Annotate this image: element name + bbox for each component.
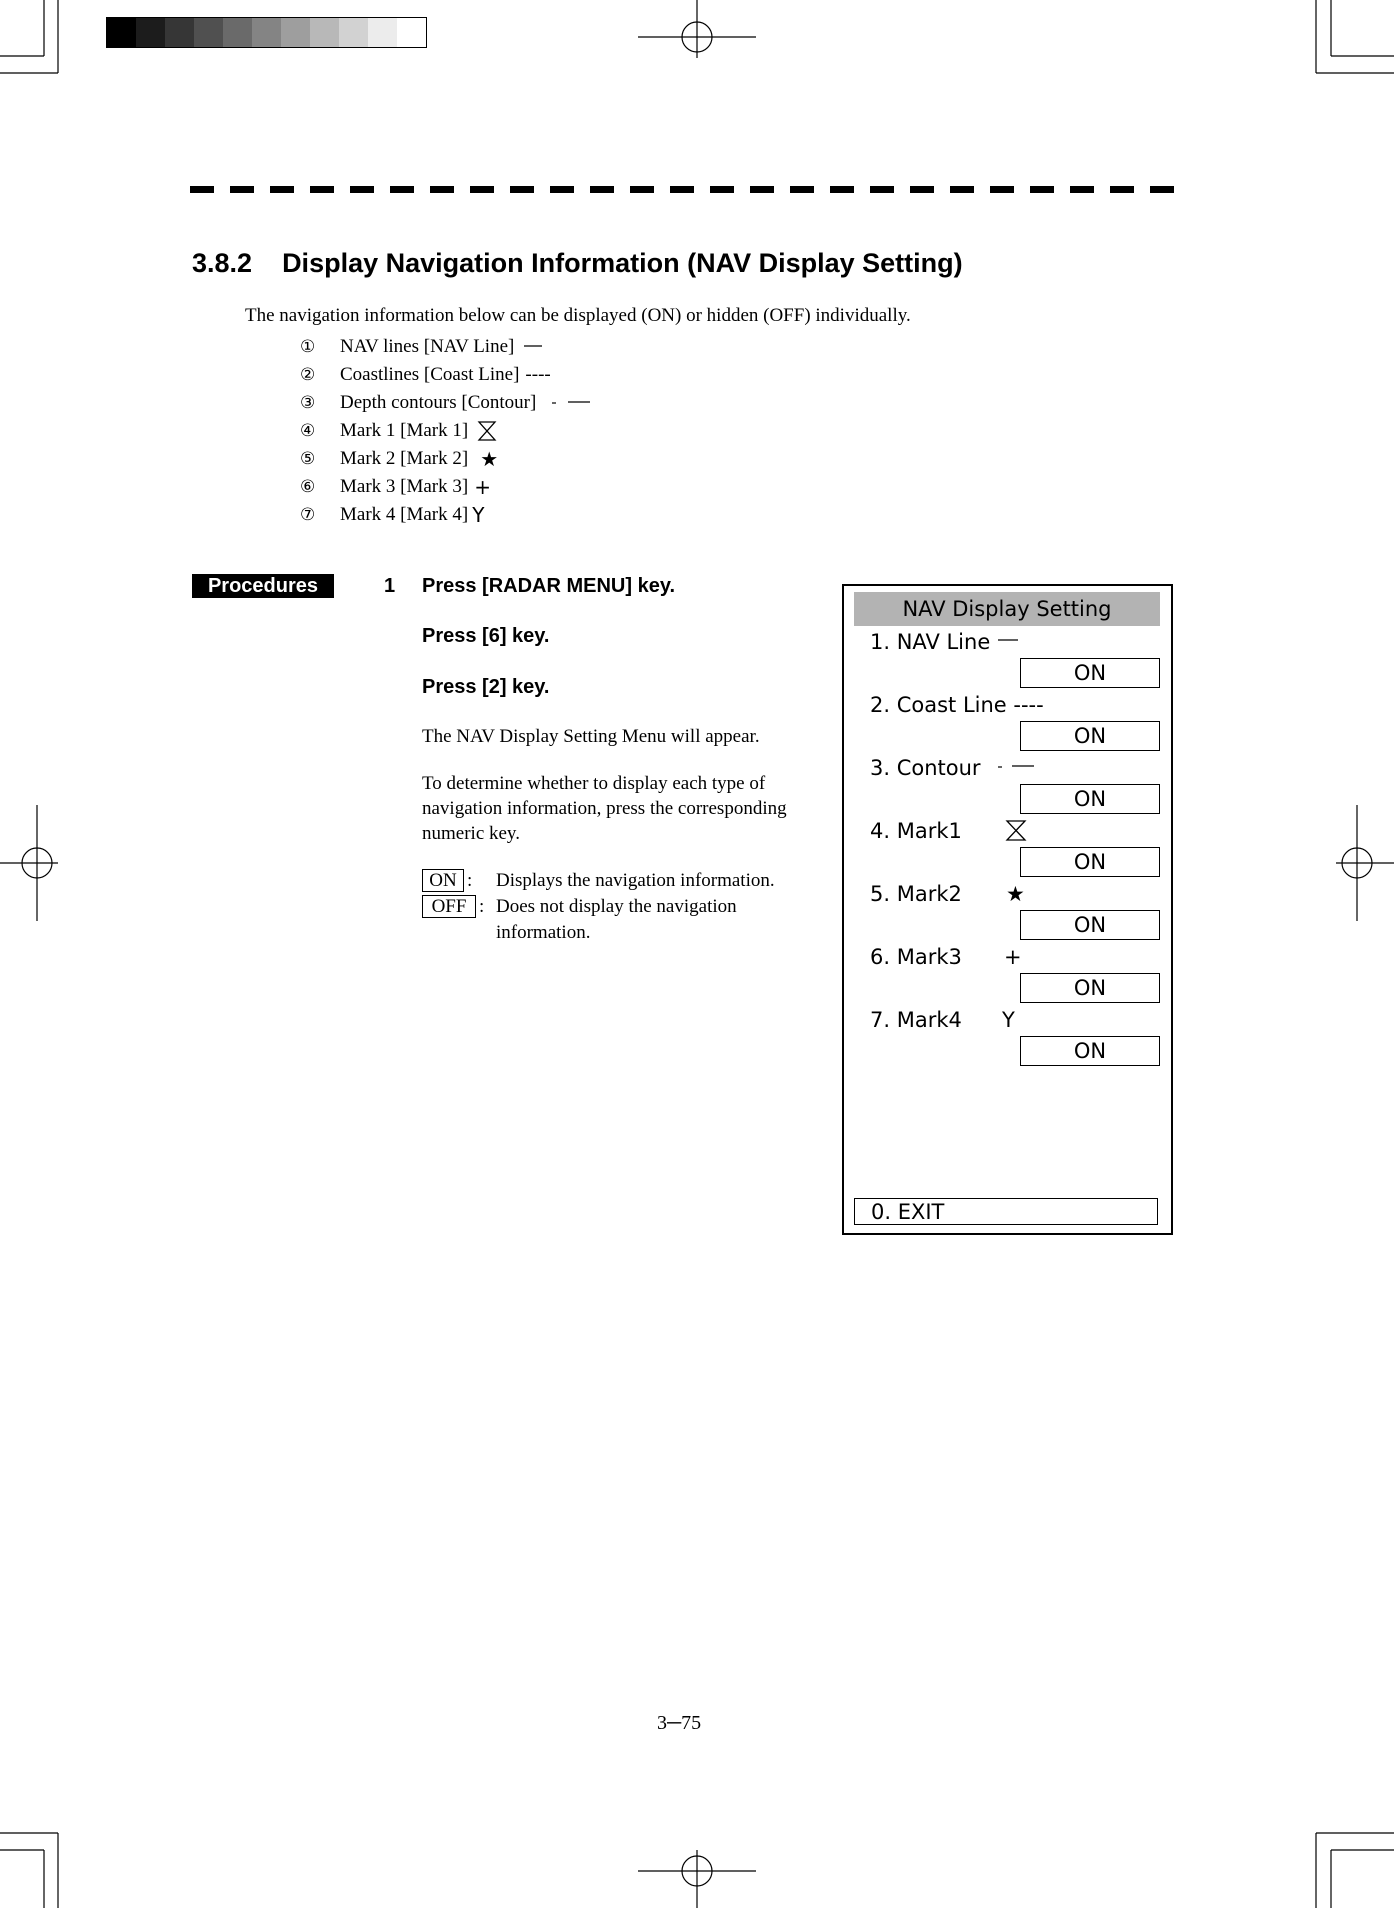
mark4-value[interactable]: ON — [1020, 1036, 1160, 1066]
y-mark-icon: Y — [472, 503, 485, 527]
step-1 — [384, 575, 675, 598]
menu-item-mark1[interactable]: 4. Mark1 — [870, 819, 962, 843]
section-divider — [190, 186, 1178, 193]
coast-line-value[interactable]: ON — [1020, 721, 1160, 751]
procedures-label: Procedures — [192, 574, 334, 598]
mark1-value[interactable]: ON — [1020, 847, 1160, 877]
step-text: Press [RADAR MENU] key. — [422, 575, 676, 597]
menu-item-nav-line[interactable]: 1. NAV Line — [870, 630, 991, 654]
exit-menu-item[interactable]: 0. EXIT — [854, 1198, 1158, 1225]
nav-info-list — [300, 333, 594, 529]
star-mark-icon: ★ — [1006, 882, 1025, 906]
menu-title: NAV Display Setting — [854, 592, 1160, 626]
menu-item-coast-line[interactable]: 2. Coast Line ---- — [870, 693, 1044, 717]
dash-dot-line-icon — [550, 398, 594, 408]
nav-display-setting-menu — [842, 584, 1173, 1235]
dashed-line-icon: ---- — [525, 364, 551, 385]
plus-mark-icon: + — [1004, 945, 1022, 969]
on-label: ON — [422, 869, 464, 892]
step-2: Press [6] key. — [422, 625, 550, 647]
on-definition: ON : Displays the navigation information. — [422, 868, 472, 893]
instruction-paragraph: To determine whether to display each type of navigation information, press the corresponding numeric key. — [422, 773, 787, 844]
section-heading — [192, 248, 963, 279]
menu-item-mark3[interactable]: 6. Mark3 — [870, 945, 962, 969]
intro-text: The navigation information below can be displayed (ON) or hidden (OFF) individually. — [245, 305, 911, 326]
page-number: 3─75 — [657, 1712, 702, 1734]
menu-item-contour[interactable]: 3. Contour — [870, 756, 981, 780]
mark3-value[interactable]: ON — [1020, 973, 1160, 1003]
menu-item-mark2[interactable]: 5. Mark2 — [870, 882, 962, 906]
hourglass-mark-icon — [476, 420, 498, 442]
off-description-cont: information. — [496, 922, 591, 943]
off-label: OFF — [422, 895, 476, 918]
list-item: ⑤ Mark 2 [Mark 2] ★ — [300, 447, 499, 471]
on-description: Displays the navigation information. — [496, 870, 775, 891]
menu-item-mark4[interactable]: 7. Mark4 — [870, 1008, 962, 1032]
solid-line-icon — [996, 630, 1020, 655]
off-definition: OFF : Does not display the navigation — [422, 894, 484, 919]
menu-appear-text: The NAV Display Setting Menu will appear. — [422, 726, 760, 747]
list-item: ⑦ Mark 4 [Mark 4] Y — [300, 503, 485, 527]
mark2-value[interactable]: ON — [1020, 910, 1160, 940]
list-item: ② Coastlines [Coast Line] ---- — [300, 364, 551, 385]
list-item: ④ Mark 1 [Mark 1] — [300, 417, 594, 445]
nav-line-value[interactable]: ON — [1020, 658, 1160, 688]
star-mark-icon: ★ — [480, 447, 499, 471]
step-3: Press [2] key. — [422, 676, 550, 698]
section-number: 3.8.2 — [192, 248, 253, 278]
solid-line-icon — [522, 342, 544, 352]
step-number: 1 — [384, 575, 396, 597]
list-item: ① NAV lines [NAV Line] — [300, 333, 594, 361]
section-title: Display Navigation Information (NAV Display Setting) — [282, 248, 963, 278]
contour-value[interactable]: ON — [1020, 784, 1160, 814]
list-item: ③ Depth contours [Contour] — [300, 389, 594, 417]
plus-mark-icon: + — [474, 475, 491, 499]
y-mark-icon: Y — [1002, 1008, 1015, 1032]
list-item: ⑥ Mark 3 [Mark 3] + — [300, 475, 491, 499]
dash-dot-line-icon — [996, 756, 1040, 781]
hourglass-mark-icon — [1004, 818, 1028, 847]
off-description: Does not display the navigation — [496, 896, 737, 917]
